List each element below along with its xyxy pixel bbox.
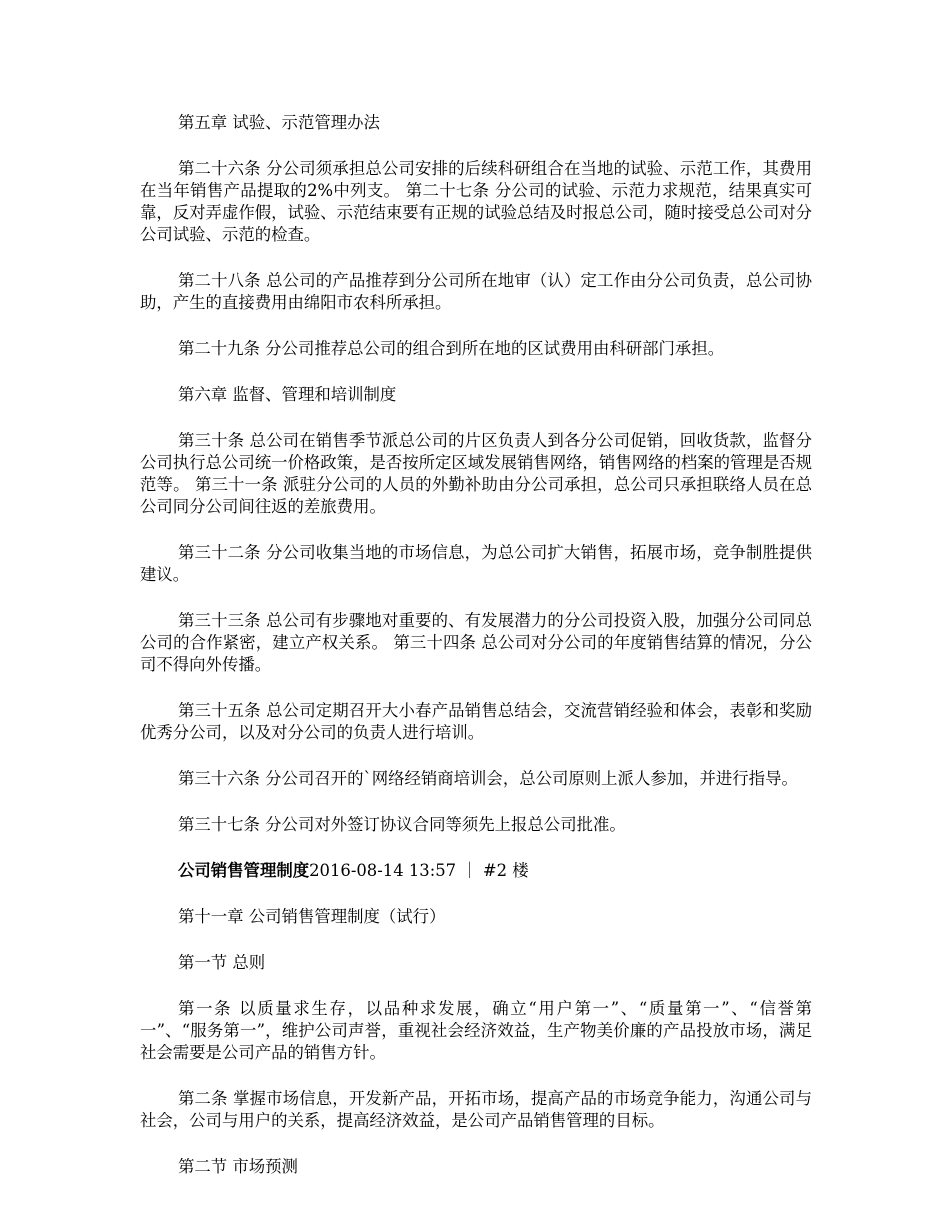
post-header: [140, 860, 812, 882]
post-meta: 2016-08-14 13:57 ｜ #2 楼: [309, 861, 529, 880]
chapter-heading: 第五章 试验、示范管理办法: [178, 113, 380, 132]
article-paragraph: 第三十七条 分公司对外签订协议合同等须先上报总公司批准。: [178, 815, 626, 834]
article-paragraph: 第二条 掌握市场信息，开发新产品，开拓市场，提高产品的市场竞争能力，沟通公司与社会，公司与用户的关系，提高经济效益，是公司产品销售管理的目标。: [140, 1089, 812, 1130]
section-heading: 第一节 总则: [178, 953, 266, 972]
article-paragraph: 第一条 以质量求生存，以品种求发展，确立“用户第一”、“质量第一”、“信誉第一”、“服务第一”，维护公司声誉，重视社会经济效益，生产物美价廉的产品投放市场，满足社会需要是公司产品的销售方针。: [140, 999, 812, 1062]
post-title: 公司销售管理制度: [178, 861, 310, 880]
article-paragraph: 第二十六条 分公司须承担总公司安排的后续科研组合在当地的试验、示范工作，其费用在当年销售产品提取的2%中列支。 第二十七条 分公司的试验、示范力求规范，结果真实可靠，反对弄虚作假，试验、示范结束要有正规的试验总结及时报总公司，随时接受总公司对分公司试验、示范的检查。: [140, 159, 813, 244]
article-paragraph: 第三十条 总公司在销售季节派总公司的片区负责人到各分公司促销，回收货款，监督分公司执行总公司统一价格政策，是否按所定区域发展销售网络，销售网络的档案的管理是否规范等。 第三十一条 派驻分公司的人员的外勤补助由分公司承担，总公司只承担联络人员在总公司同分公司间往返的差旅费用。: [140, 431, 813, 516]
chapter-heading: 第六章 监督、管理和培训制度: [178, 385, 397, 404]
article-paragraph: 第三十二条 分公司收集当地的市场信息，为总公司扩大销售，拓展市场，竞争制胜提供建议。: [140, 543, 812, 584]
article-paragraph: 第三十六条 分公司召开的`网络经销商培训会，总公司原则上派人参加，并进行指导。: [178, 769, 798, 788]
chapter-heading: 第十一章 公司销售管理制度（试行）: [178, 907, 446, 926]
article-paragraph: 第三十三条 总公司有步骤地对重要的、有发展潜力的分公司投资入股，加强分公司同总公司的合作紧密，建立产权关系。 第三十四条 总公司对分公司的年度销售结算的情况，分公司不得向外传播。: [140, 611, 812, 674]
section-heading: 第二节 市场预测: [178, 1157, 298, 1176]
article-paragraph: 第二十九条 分公司推荐总公司的组合到所在地的区试费用由科研部门承担。: [178, 339, 725, 358]
article-paragraph: 第三十五条 总公司定期召开大小春产品销售总结会，交流营销经验和体会，表彰和奖励优秀分公司，以及对分公司的负责人进行培训。: [140, 701, 812, 742]
document-body: [140, 112, 812, 1202]
article-paragraph: 第二十八条 总公司的产品推荐到分公司所在地审（认）定工作由分公司负责，总公司协助，产生的直接费用由绵阳市农科所承担。: [140, 271, 812, 312]
